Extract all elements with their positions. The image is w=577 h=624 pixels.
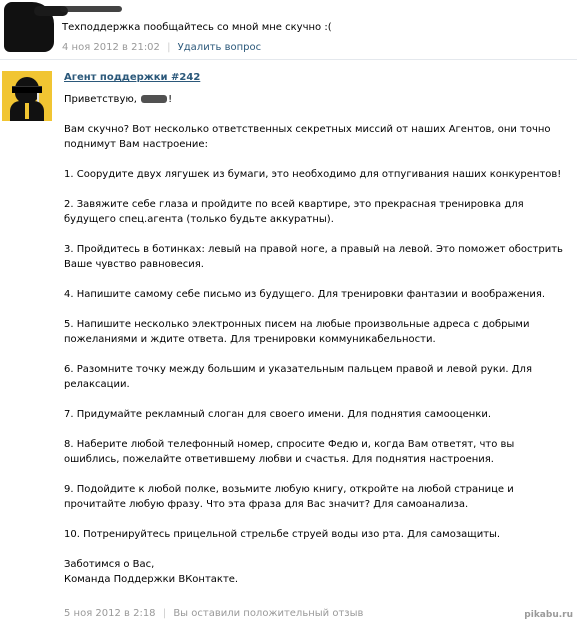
greeting-text: Приветствую, <box>64 94 137 105</box>
agent-sunglasses-shape <box>12 86 42 93</box>
mission-item: 3. Пройдитесь в ботинках: левый на правой ноге, а правый на левой. Это поможет обострить Ваше чувство равновесия. <box>64 244 563 270</box>
agent-name-link[interactable]: Агент поддержки #242 <box>64 72 201 83</box>
greeting <box>64 92 572 107</box>
intro-text: Вам скучно? Вот несколько ответственных секретных миссий от наших Агентов, они точно поднимут Вам настроение: <box>64 124 551 150</box>
user-avatar-redacted[interactable] <box>4 2 54 52</box>
mission-item: 9. Подойдите к любой полке, возьмите любую книгу, откройте на любой странице и прочитайте любую фразу. Что эта фраза для Вас значит? Для самоанализа. <box>64 484 514 510</box>
mission-item: 10. Потренируйтесь прицельной стрельбе струей воды изо рта. Для самозащиты. <box>64 529 501 540</box>
delete-question-link[interactable]: Удалить вопрос <box>177 42 262 53</box>
signoff-line-2: Команда Поддержки ВКонтакте. <box>64 574 239 585</box>
user-name-redacted[interactable] <box>60 6 122 12</box>
question-text: Техподдержка пообщайтесь со мной мне скучно :( <box>62 22 332 33</box>
mission-item: 6. Разомните точку между большим и указательным пальцем правой и левой руки. Для релаксации. <box>64 364 532 390</box>
mission-item: 7. Придумайте рекламный слоган для своего имени. Для поднятия самооценки. <box>64 409 492 420</box>
feedback-status: Вы оставили положительный отзыв <box>173 608 364 619</box>
question-meta <box>62 42 261 53</box>
divider <box>0 59 577 60</box>
answer-meta <box>64 608 363 619</box>
meta-separator: | <box>167 42 171 53</box>
question-date: 4 ноя 2012 в 21:02 <box>62 42 160 53</box>
agent-avatar[interactable] <box>2 71 52 121</box>
mission-item: 4. Напишите самому себе письмо из будущего. Для тренировки фантазии и воображения. <box>64 289 546 300</box>
signoff-line-1: Заботимся о Вас, <box>64 559 155 570</box>
greeting-exclamation: ! <box>168 94 173 105</box>
watermark: pikabu.ru <box>524 610 573 620</box>
mission-item: 1. Соорудите двух лягушек из бумаги, это необходимо для отпугивания наших конкурентов! <box>64 169 562 180</box>
answer-date: 5 ноя 2012 в 2:18 <box>64 608 156 619</box>
user-name-redacted-inline <box>141 95 167 103</box>
mission-item: 5. Напишите несколько электронных писем на любые произвольные адреса с добрыми пожеланиями и ждите ответа. Для тренировки коммуникабельности. <box>64 319 530 345</box>
answer-body <box>64 92 572 602</box>
signoff <box>64 557 572 587</box>
mission-item: 2. Завяжите себе глаза и пройдите по всей квартире, это прекрасная тренировка для будущего спец.агента (только будьте аккуратны). <box>64 199 524 225</box>
agent-tie-shape <box>25 103 29 119</box>
question-block <box>0 0 577 62</box>
mission-item: 8. Наберите любой телефонный номер, спросите Федю и, когда Вам ответят, что вы ошиблись, пожелайте ответившему любви и счастья. Для поднятия настроения. <box>64 439 515 465</box>
meta-separator: | <box>162 608 167 619</box>
